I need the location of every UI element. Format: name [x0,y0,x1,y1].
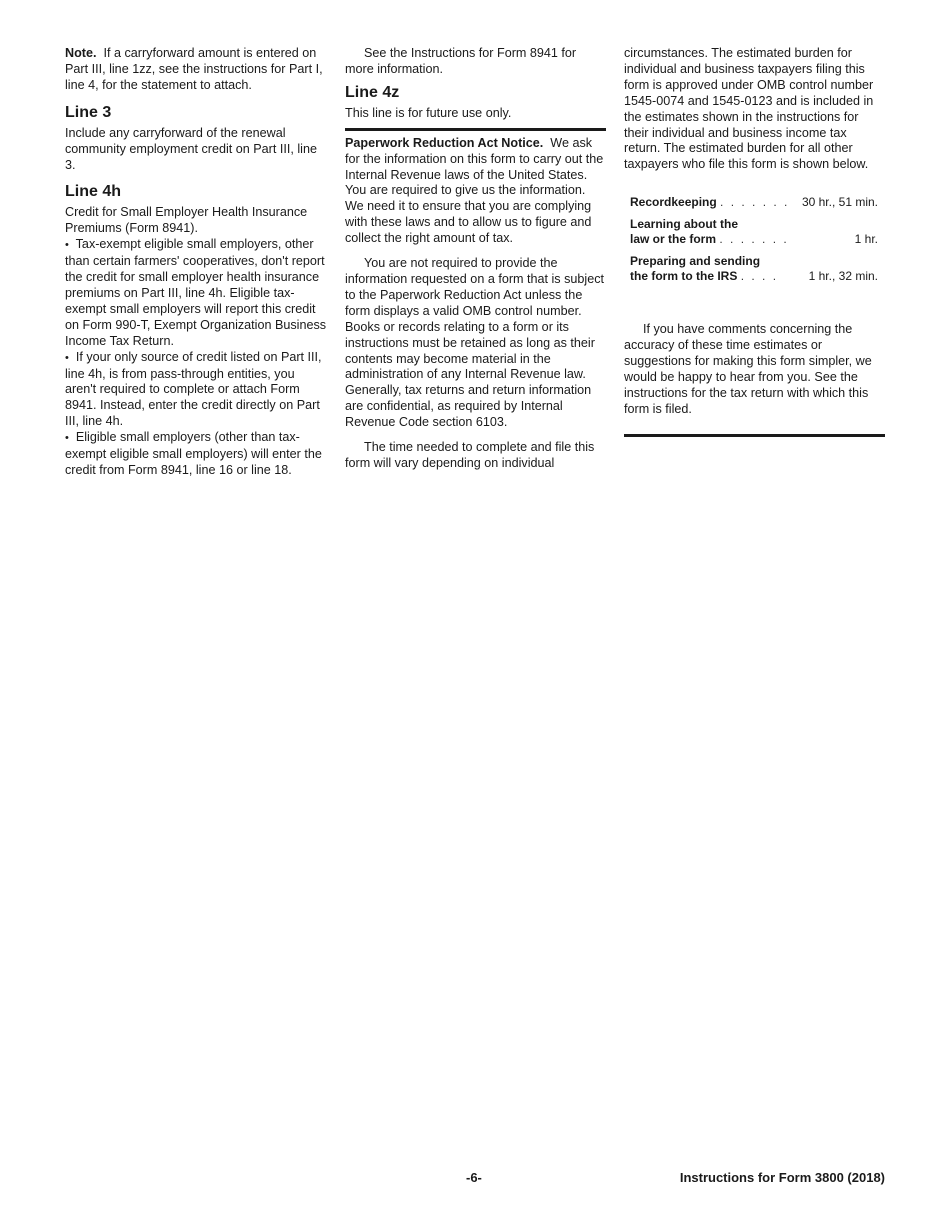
bullet-item [65,237,329,349]
preparing-label-line1: Preparing and sending [630,254,761,269]
line4h-intro: Credit for Small Employer Health Insurance Premiums (Form 8941). [65,205,308,236]
recordkeeping-value: 30 hr., 51 min. [801,195,878,210]
recordkeeping-label: Recordkeeping [630,195,717,210]
note-paragraph [65,46,329,94]
burden-row-preparing [630,254,878,284]
bullet-text: If your only source of credit listed on Part III, line 4h, is from pass-through entities, you aren't required to complete or attach Form 8941. Instead, enter the credit directly on Part III, line 4h. [65,349,322,429]
page-number: -6- [466,1170,482,1185]
line3-text: Include any carryforward of the renewal community employment credit on Part III, line 3. [65,125,317,172]
footer-title: Instructions for Form 3800 (2018) [679,1170,885,1185]
column-2 [345,46,606,472]
paperwork-notice-paragraph [345,136,606,247]
bullet-item [65,350,329,431]
end-divider [624,434,885,437]
section-divider [345,128,606,131]
line3-heading: Line 3 [65,103,112,121]
learning-label-line2: law or the form [630,232,717,247]
note-label: Note. [65,46,97,60]
line4z-heading: Line 4z [345,83,400,101]
time-needed-paragraph: The time needed to complete and file this form will vary depending on individual [345,440,595,470]
leader-dots: . . . . . . . [719,232,789,247]
learning-value: 1 hr. [854,232,878,247]
see-instructions-text: See the Instructions for Form 8941 for more information. [345,46,577,76]
omb-paragraph: You are not required to provide the information requested on a form that is subject to the Paperwork Reduction Act unless the form displays a valid OMB control number. Books or records relating to a form or its instructions must be retained as long as their contents may become material in the administration of any Internal Revenue law. Generally, tax returns and return information are confidential, as required by Internal Revenue Code section 6103. [345,256,605,430]
column-1 [65,46,329,479]
bullet-icon: • [65,432,69,445]
line4h-heading: Line 4h [65,183,122,201]
bullet-icon: • [65,351,69,364]
bullet-item [65,430,329,479]
bullet-text: Tax-exempt eligible small employers, other than certain farmers' cooperatives, don't report the credit for small employer health insurance premiums on Part III, line 4h. Eligible tax-exempt small employers will report this credit on Form 990-T, Exempt Organization Business Income Tax Return. [65,237,327,348]
bullet-icon: • [65,239,69,252]
bullet-text: Eligible small employers (other than tax-exempt eligible small employers) will enter the credit from Form 8941, line 16 or line 18. [65,430,322,477]
learning-label-line1: Learning about the [630,217,738,232]
paperwork-notice-label: Paperwork Reduction Act Notice. [345,135,544,150]
preparing-label-line2: the form to the IRS [630,269,738,284]
burden-row-learning [630,217,878,247]
preparing-value: 1 hr., 32 min. [808,269,878,284]
line4z-text: This line is for future use only. [345,105,512,120]
comments-paragraph: If you have comments concerning the accuracy of these time estimates or suggestions for making this form simpler, we would be happy to hear from you. See the instructions for the tax return with which this form is filed. [624,322,872,416]
note-text: If a carryforward amount is entered on Part III, line 1zz, see the instructions for Part I, line 4, for the statement to attach. [65,46,323,92]
burden-row-recordkeeping [630,195,878,210]
leader-dots: . . . . . . . [720,195,790,210]
burden-paragraph: circumstances. The estimated burden for individual and business taxpayers filing this form is approved under OMB control number 1545-0074 and 1545-0123 and is included in the estimates shown in the instructions for their individual and business income tax return. The estimated burden for all other taxpayers who file this form is shown below. [624,46,874,172]
paperwork-notice-text: We ask for the information on this form to carry out the Internal Revenue laws of the United States. You are required to give us the information. We need it to ensure that you are complying with these laws and to allow us to figure and collect the right amount of tax. [345,135,604,246]
leader-dots: . . . . [740,269,779,284]
column-3 [624,46,885,437]
burden-table [630,195,878,284]
